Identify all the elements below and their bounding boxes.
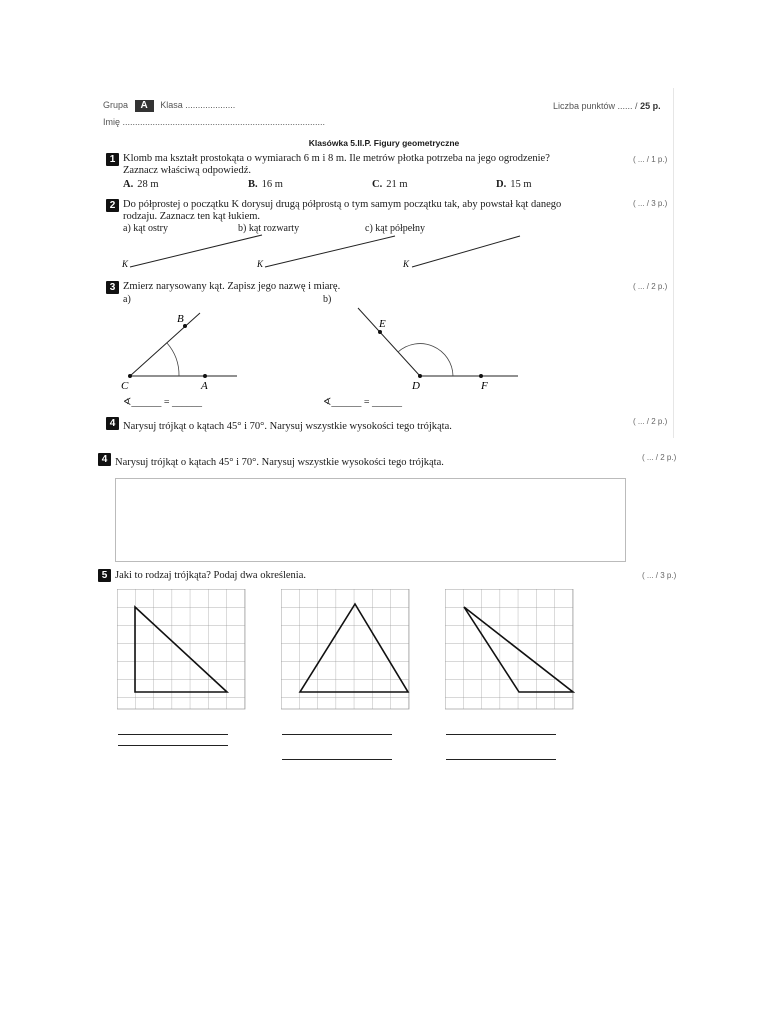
angle-a-drawing — [115, 305, 245, 395]
answer-line[interactable] — [446, 734, 556, 735]
question-4-text: Narysuj trójkąt o kątach 45° i 70°. Narysuj wszystkie wysokości tego trójkąta. — [115, 457, 444, 468]
point-label-k: K — [403, 259, 410, 269]
question-4-text: Narysuj trójkąt o kątach 45° i 70°. Narysuj wszystkie wysokości tego trójkąta. — [123, 421, 452, 432]
option-a[interactable] — [123, 179, 159, 190]
point-c — [128, 374, 132, 378]
part-b-label: b) kąt rozwarty — [238, 223, 300, 234]
option-value: 21 m — [386, 179, 408, 190]
answer-line-b[interactable]: ∢______ = ______ — [323, 397, 403, 408]
option-letter: D. — [496, 179, 507, 190]
answer-line-a[interactable]: ∢______ = ______ — [123, 397, 203, 408]
question-3-points: ( ... / 2 p.) — [633, 282, 668, 291]
question-1-text — [123, 153, 550, 177]
label-b: B — [177, 313, 184, 325]
option-c[interactable] — [372, 179, 408, 190]
point-e — [378, 330, 382, 334]
question-5-text: Jaki to rodzaj trójkąta? Podaj dwa określenia. — [115, 570, 306, 581]
points-total: 25 p. — [640, 101, 661, 111]
answer-line[interactable] — [446, 759, 556, 760]
question-number: 3 — [106, 281, 119, 294]
part-c-label: c) kąt półpełny — [365, 223, 425, 234]
angle-b-drawing — [350, 300, 525, 395]
option-letter: B. — [248, 179, 258, 190]
question-number: 5 — [98, 569, 111, 582]
triangle-grid-1 — [117, 589, 247, 710]
angle-arc — [398, 344, 453, 376]
answer-line[interactable] — [118, 745, 228, 746]
question-4-points: ( ... / 2 p.) — [633, 417, 668, 426]
arm-de — [358, 308, 420, 376]
class-label: Klasa .................... — [160, 100, 236, 110]
point-label-k: K — [122, 259, 129, 269]
points-label: Liczba punktów ...... / — [553, 101, 638, 111]
label-d: D — [412, 380, 420, 392]
answer-line[interactable] — [282, 759, 392, 760]
question-2-line-1: Do półprostej o początku K dorysuj drugą półprostą o tym samym początku tak, aby powstał kąt danego — [123, 199, 562, 210]
question-number: 4 — [106, 417, 119, 430]
label-a: A — [201, 380, 208, 392]
ray-c — [412, 236, 520, 267]
question-number: 1 — [106, 153, 119, 166]
option-letter: C. — [372, 179, 383, 190]
arm-cb — [130, 313, 200, 376]
option-value: 28 m — [137, 179, 159, 190]
group-field — [103, 100, 235, 112]
ray-b — [265, 236, 395, 267]
question-3-text: Zmierz narysowany kąt. Zapisz jego nazwę i miarę. — [123, 281, 341, 292]
rays-drawing — [110, 230, 540, 275]
group-badge: A — [135, 100, 154, 112]
point-label-k: K — [257, 259, 264, 269]
option-letter: A. — [123, 179, 134, 190]
label-c: C — [121, 380, 129, 392]
question-2-line-2: rodzaju. Zaznacz ten kąt łukiem. — [123, 211, 261, 222]
option-value: 16 m — [261, 179, 283, 190]
question-4-points: ( ... / 2 p.) — [642, 453, 677, 462]
triangle-grid-3 — [445, 589, 575, 710]
triangle-grid-2 — [281, 589, 411, 710]
answer-box[interactable] — [115, 478, 626, 562]
points-field — [553, 101, 661, 111]
question-1-line-1: Klomb ma kształt prostokąta o wymiarach 6 m i 8 m. Ile metrów płotka potrzeba na jego ogrodzenie? — [123, 153, 550, 164]
question-1-points: ( ... / 1 p.) — [633, 155, 668, 164]
point-d — [418, 374, 422, 378]
question-5-points: ( ... / 3 p.) — [642, 571, 677, 580]
option-b[interactable] — [248, 179, 283, 190]
point-a — [203, 374, 207, 378]
question-2-text — [123, 199, 561, 223]
angle-arc — [167, 343, 179, 376]
part-a-label: a) — [123, 294, 131, 305]
question-number: 4 — [98, 453, 111, 466]
ray-a — [130, 235, 262, 267]
option-d[interactable] — [496, 179, 532, 190]
part-b-label: b) — [323, 294, 332, 305]
name-label: Imię ................................................................................. — [103, 117, 326, 127]
label-e: E — [379, 318, 386, 330]
part-a-label: a) kąt ostry — [123, 223, 168, 234]
label-f: F — [481, 380, 488, 392]
answer-line[interactable] — [118, 734, 228, 735]
group-label: Grupa — [103, 100, 129, 110]
answer-line[interactable] — [282, 734, 392, 735]
page-title: Klasówka 5.II.P. Figury geometryczne — [308, 138, 460, 148]
option-value: 15 m — [510, 179, 532, 190]
question-number: 2 — [106, 199, 119, 212]
question-1-line-2: Zaznacz właściwą odpowiedź. — [123, 165, 251, 176]
point-f — [479, 374, 483, 378]
question-2-points: ( ... / 3 p.) — [633, 199, 668, 208]
